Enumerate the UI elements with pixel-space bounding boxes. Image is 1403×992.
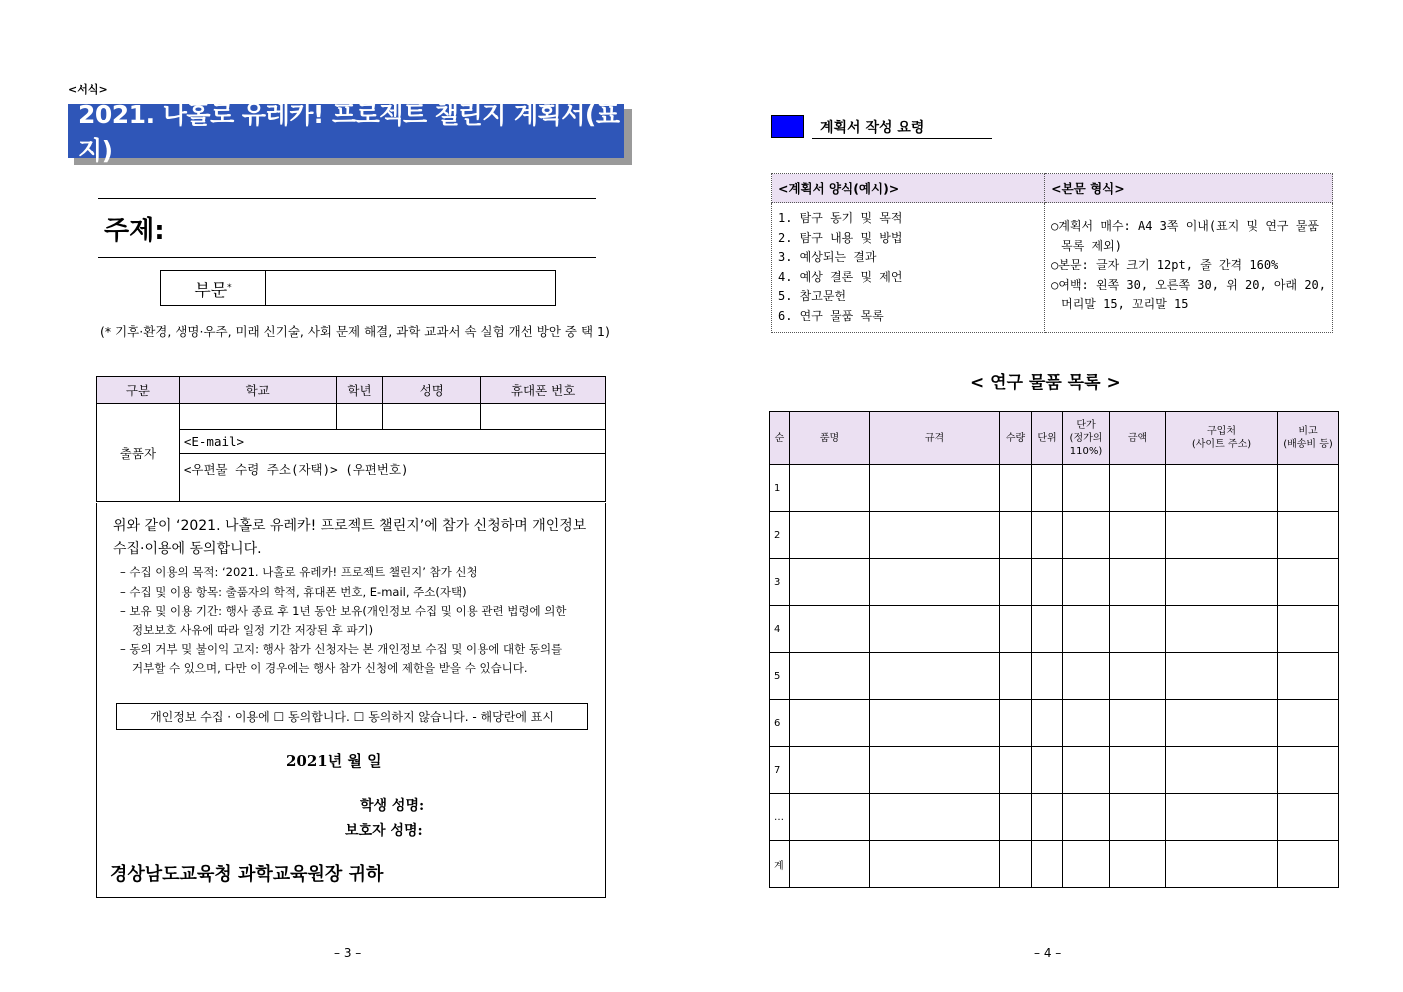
row-number: 4 xyxy=(770,606,790,653)
amount-field[interactable] xyxy=(1110,747,1166,794)
guardian-signature[interactable]: 보호자 성명: xyxy=(345,823,423,839)
email-field[interactable]: <E-mail> xyxy=(179,430,605,454)
note-field[interactable] xyxy=(1278,794,1339,841)
header-qty: 수량 xyxy=(1000,412,1032,465)
page-number-right: – 4 – xyxy=(1034,946,1062,960)
amount-field[interactable] xyxy=(1110,794,1166,841)
items-row xyxy=(770,512,1339,559)
guide-header-body: <본문 형식> xyxy=(1045,174,1333,203)
guide-body-list xyxy=(1045,203,1333,333)
unit-price-field[interactable] xyxy=(1063,841,1110,888)
items-table xyxy=(769,411,1339,888)
item-name-field[interactable] xyxy=(790,606,870,653)
row-number: 2 xyxy=(770,512,790,559)
item-name-field[interactable] xyxy=(790,653,870,700)
amount-field[interactable] xyxy=(1110,606,1166,653)
vendor-field[interactable] xyxy=(1166,465,1278,512)
consent-statement: 위와 같이 ‘2021. 나홀로 유레카! 프로젝트 챌린지’에 참가 신청하며 개인정보 수집·이용에 동의합니다. xyxy=(113,518,587,557)
note-field[interactable] xyxy=(1278,606,1339,653)
items-row xyxy=(770,653,1339,700)
header-vendor: 구입처 (사이트 주소) xyxy=(1166,412,1278,465)
item-name-field[interactable] xyxy=(790,465,870,512)
items-row xyxy=(770,559,1339,606)
row-number: … xyxy=(770,794,790,841)
vendor-field[interactable] xyxy=(1166,653,1278,700)
items-header-row xyxy=(770,412,1339,465)
qty-field[interactable] xyxy=(1000,794,1032,841)
item-name-field[interactable] xyxy=(790,559,870,606)
item-name-field[interactable] xyxy=(790,512,870,559)
spec-field[interactable] xyxy=(870,465,1000,512)
row-number: 7 xyxy=(770,747,790,794)
qty-field[interactable] xyxy=(1000,747,1032,794)
qty-field[interactable] xyxy=(1000,841,1032,888)
header-item: 품명 xyxy=(790,412,870,465)
section-title-underline xyxy=(812,138,992,139)
item-name-field[interactable] xyxy=(790,747,870,794)
consent-bullet-items: – 수집 및 이용 항목: 출품자의 학적, 휴대폰 번호, E-mail, 주소(자택) xyxy=(120,585,467,599)
amount-field[interactable] xyxy=(1110,700,1166,747)
amount-field[interactable] xyxy=(1110,841,1166,888)
amount-field[interactable] xyxy=(1110,512,1166,559)
list-title: < 연구 물품 목록 > xyxy=(970,373,1121,393)
row-number: 계 xyxy=(770,841,790,888)
note-field[interactable] xyxy=(1278,841,1339,888)
category-note: (* 기후·환경, 생명·우주, 미래 신기술, 사회 문제 해결, 과학 교과서 속 실험 개선 방안 중 택 1) xyxy=(100,324,610,339)
consent-bullet-period-cont: 정보보호 사유에 따라 일정 기간 저장된 후 파기) xyxy=(132,623,374,637)
spec-field[interactable] xyxy=(870,747,1000,794)
consent-bullet-refusal: – 동의 거부 및 불이익 고지: 행사 참가 신청자는 본 개인정보 수집 및 이용에 대한 동의를 xyxy=(120,642,563,656)
section-marker-icon xyxy=(771,115,804,138)
guide-body-item: 머리말 15, 꼬리말 15 xyxy=(1061,297,1189,311)
spec-field[interactable] xyxy=(870,559,1000,606)
items-row xyxy=(770,606,1339,653)
consent-bullet-period: – 보유 및 이용 기간: 행사 종료 후 1년 동안 보유(개인정보 수집 및 이용 관련 법령에 의한 xyxy=(120,604,567,618)
item-name-field[interactable] xyxy=(790,700,870,747)
vendor-field[interactable] xyxy=(1166,606,1278,653)
amount-field[interactable] xyxy=(1110,559,1166,606)
spec-field[interactable] xyxy=(870,606,1000,653)
header-grade: 학년 xyxy=(336,377,383,404)
qty-field[interactable] xyxy=(1000,559,1032,606)
note-field[interactable] xyxy=(1278,512,1339,559)
category-box xyxy=(160,270,556,306)
unit-price-field[interactable] xyxy=(1063,794,1110,841)
consent-bullet-purpose: – 수집 이용의 목적: ‘2021. 나홀로 유레카! 프로젝트 챌린지’ 참가 신청 xyxy=(120,565,478,579)
amount-field[interactable] xyxy=(1110,465,1166,512)
guide-format-item: 6. 연구 물품 목록 xyxy=(778,308,884,323)
items-row xyxy=(770,841,1339,888)
consent-bullet-refusal-cont: 거부할 수 있으며, 다만 이 경우에는 행사 참가 신청에 제한을 받을 수 있습니다. xyxy=(132,661,528,675)
unit-price-field[interactable] xyxy=(1063,512,1110,559)
header-amount: 금액 xyxy=(1110,412,1166,465)
category-label: 부문 * xyxy=(161,271,266,305)
unit-price-field[interactable] xyxy=(1063,700,1110,747)
header-unit: 단위 xyxy=(1032,412,1063,465)
header-category: 구분 xyxy=(97,377,180,404)
qty-field[interactable] xyxy=(1000,606,1032,653)
spec-field[interactable] xyxy=(870,794,1000,841)
vendor-field[interactable] xyxy=(1166,747,1278,794)
header-phone: 휴대폰 번호 xyxy=(481,377,606,404)
guide-format-list xyxy=(772,203,1045,333)
school-field[interactable] xyxy=(179,404,336,430)
qty-field[interactable] xyxy=(1000,512,1032,559)
vendor-field[interactable] xyxy=(1166,700,1278,747)
unit-field[interactable] xyxy=(1032,606,1063,653)
name-field[interactable] xyxy=(383,404,481,430)
category-input[interactable] xyxy=(266,271,555,305)
qty-field[interactable] xyxy=(1000,465,1032,512)
topic-bottom-rule xyxy=(98,257,596,258)
unit-price-field[interactable] xyxy=(1063,606,1110,653)
items-row xyxy=(770,794,1339,841)
consent-checkbox-line[interactable]: 개인정보 수집 · 이용에 ☐ 동의합니다. ☐ 동의하지 않습니다. - 해당란에 표시 xyxy=(116,703,588,730)
guide-body-item: ○본문: 글자 크기 12pt, 줄 간격 160% xyxy=(1051,258,1279,272)
item-name-field[interactable] xyxy=(790,794,870,841)
topic-top-rule xyxy=(98,198,596,199)
guide-header-format: <계획서 양식(예시)> xyxy=(772,174,1045,203)
section-title: 계획서 작성 요령 xyxy=(820,120,925,136)
items-row xyxy=(770,700,1339,747)
guide-format-item: 1. 탐구 동기 및 목적 xyxy=(778,211,903,225)
items-row xyxy=(770,747,1339,794)
student-signature[interactable]: 학생 성명: xyxy=(360,798,425,814)
guide-format-item: 5. 참고문헌 xyxy=(778,289,847,303)
note-field[interactable] xyxy=(1278,747,1339,794)
row-number: 3 xyxy=(770,559,790,606)
unit-field[interactable] xyxy=(1032,559,1063,606)
header-note: 비고 (배송비 등) xyxy=(1278,412,1339,465)
applicant-header-row xyxy=(97,377,606,404)
topic-label: 주제: xyxy=(104,216,165,246)
vendor-field[interactable] xyxy=(1166,512,1278,559)
items-row xyxy=(770,465,1339,512)
note-field[interactable] xyxy=(1278,465,1339,512)
date-line: 2021년 월 일 xyxy=(286,752,382,770)
guide-table xyxy=(771,173,1333,333)
spec-field[interactable] xyxy=(870,653,1000,700)
spec-field[interactable] xyxy=(870,512,1000,559)
unit-field[interactable] xyxy=(1032,465,1063,512)
header-no: 순 xyxy=(770,412,790,465)
header-unit-price: 단가 (정가의 110%) xyxy=(1063,412,1110,465)
guide-format-item: 3. 예상되는 결과 xyxy=(778,250,877,264)
row-number: 5 xyxy=(770,653,790,700)
row-number: 6 xyxy=(770,700,790,747)
unit-field[interactable] xyxy=(1032,653,1063,700)
guide-body-item: ○여백: 왼쪽 30, 오른쪽 30, 위 20, 아래 20, xyxy=(1051,277,1326,292)
spec-field[interactable] xyxy=(870,841,1000,888)
header-spec: 규격 xyxy=(870,412,1000,465)
phone-field[interactable] xyxy=(481,404,606,430)
header-name: 성명 xyxy=(383,377,481,404)
unit-field[interactable] xyxy=(1032,841,1063,888)
grade-field[interactable] xyxy=(336,404,383,430)
unit-field[interactable] xyxy=(1032,700,1063,747)
document-title: 2021. 나홀로 유레카! 프로젝트 챌린지 계획서(표지) xyxy=(68,104,624,158)
applicant-table xyxy=(96,376,606,502)
form-label: <서식> xyxy=(68,83,108,96)
qty-field[interactable] xyxy=(1000,653,1032,700)
applicant-row-label: 출품자 xyxy=(97,404,180,502)
addressee: 경상남도교육청 과학교육원장 귀하 xyxy=(110,864,384,885)
guide-body-item: 목록 제외) xyxy=(1061,238,1122,253)
qty-field[interactable] xyxy=(1000,700,1032,747)
vendor-field[interactable] xyxy=(1166,841,1278,888)
unit-field[interactable] xyxy=(1032,512,1063,559)
unit-field[interactable] xyxy=(1032,747,1063,794)
row-number: 1 xyxy=(770,465,790,512)
guide-body-item: ○계획서 매수: A4 3쪽 이내(표지 및 연구 물품 xyxy=(1051,219,1319,233)
note-field[interactable] xyxy=(1278,700,1339,747)
page-number-left: – 3 – xyxy=(334,946,362,960)
unit-price-field[interactable] xyxy=(1063,465,1110,512)
unit-price-field[interactable] xyxy=(1063,559,1110,606)
item-name-field[interactable] xyxy=(790,841,870,888)
note-field[interactable] xyxy=(1278,559,1339,606)
unit-price-field[interactable] xyxy=(1063,653,1110,700)
spec-field[interactable] xyxy=(870,700,1000,747)
unit-price-field[interactable] xyxy=(1063,747,1110,794)
amount-field[interactable] xyxy=(1110,653,1166,700)
unit-field[interactable] xyxy=(1032,794,1063,841)
guide-format-item: 4. 예상 결론 및 제언 xyxy=(778,269,903,284)
note-field[interactable] xyxy=(1278,653,1339,700)
vendor-field[interactable] xyxy=(1166,559,1278,606)
address-field[interactable]: <우편물 수령 주소(자택)> (우편번호) xyxy=(179,454,605,502)
header-school: 학교 xyxy=(179,377,336,404)
vendor-field[interactable] xyxy=(1166,794,1278,841)
guide-format-item: 2. 탐구 내용 및 방법 xyxy=(778,230,903,245)
